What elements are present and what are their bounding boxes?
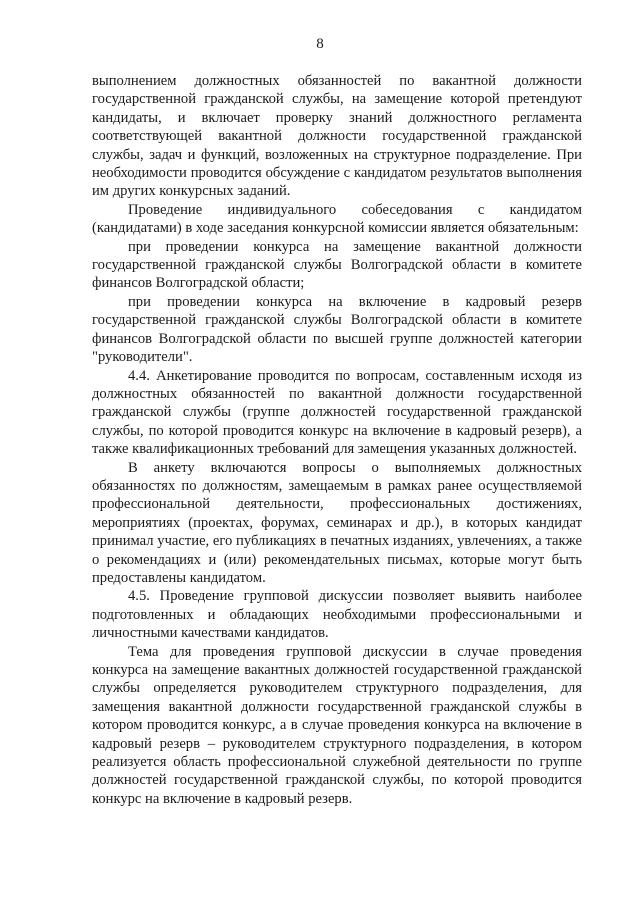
paragraph-interview: Проведение индивидуального собеседования с кандидатом (кандидатами) в ходе заседания конкурсной комиссии является обязательным: <box>92 201 582 237</box>
page-number: 8 <box>316 36 324 52</box>
paragraph-reserve-competition: при проведении конкурса на включение в кадровый резерв государственной гражданской службы Волгоградской области в комитете финансов Волгоградской области по высшей группе должностей категории "руководители". <box>92 293 582 366</box>
paragraph-questionnaire-contents: В анкету включаются вопросы о выполняемых должностных обязанностях по должностям, замещаемым в рамках ранее осуществляемой профессиональной деятельности, профессиональных достижениях, мероприятиях (проектах, форумах, семинарах и др.), в которых кандидат принимал участие, его публикациях в печатных изданиях, увлечениях, а также о рекомендациях и (или) рекомендательных письмах, которые могут быть предоставлены кандидатом. <box>92 459 582 586</box>
paragraph-vacancy-competition: при проведении конкурса на замещение вакантной должности государственной гражданской службы Волгоградской области в комитете финансов Волгоградской области; <box>92 238 582 292</box>
paragraph-discussion-topic: Тема для проведения групповой дискуссии в случае проведения конкурса на замещение вакантных должностей государственной гражданской службы определяется руководителем структурного подразделения, для замещения вакантной должности государственной гражданской службы в котором проводится конкурс, а в случае проведения конкурса на включение в кадровый резерв – руководителем структурного подразделения, в котором реализуется область профессиональной служебной деятельности по группе должностей государственной гражданской службы, по которой проводится конкурс на включение в кадровый резерв. <box>92 643 582 807</box>
paragraph-4-5-group-discussion: 4.5. Проведение групповой дискуссии позволяет выявить наиболее подготовленных и обладающих необходимыми профессиональными и личностными качествами кандидатов. <box>92 588 582 642</box>
paragraph-continuation: выполнением должностных обязанностей по вакантной должности государственной гражданской службы, на замещение которой претендуют кандидаты, и включает проверку знаний должностного регламента соответствующей вакантной должности государственной гражданской службы, задач и функций, возложенных на структурное подразделение. При необходимости проводится обсуждение с кандидатом результатов выполнения им других конкурсных заданий. <box>92 73 582 200</box>
paragraph-4-4-questionnaire: 4.4. Анкетирование проводится по вопросам, составленным исходя из должностных обязанностей по вакантной должности государственной гражданской службы (группе должностей государственной гражданской службы, по которой проводится конкурс на включение в кадровый резерв), а также квалификационных требований для замещения указанных должностей. <box>92 367 582 458</box>
document-body <box>92 72 582 808</box>
